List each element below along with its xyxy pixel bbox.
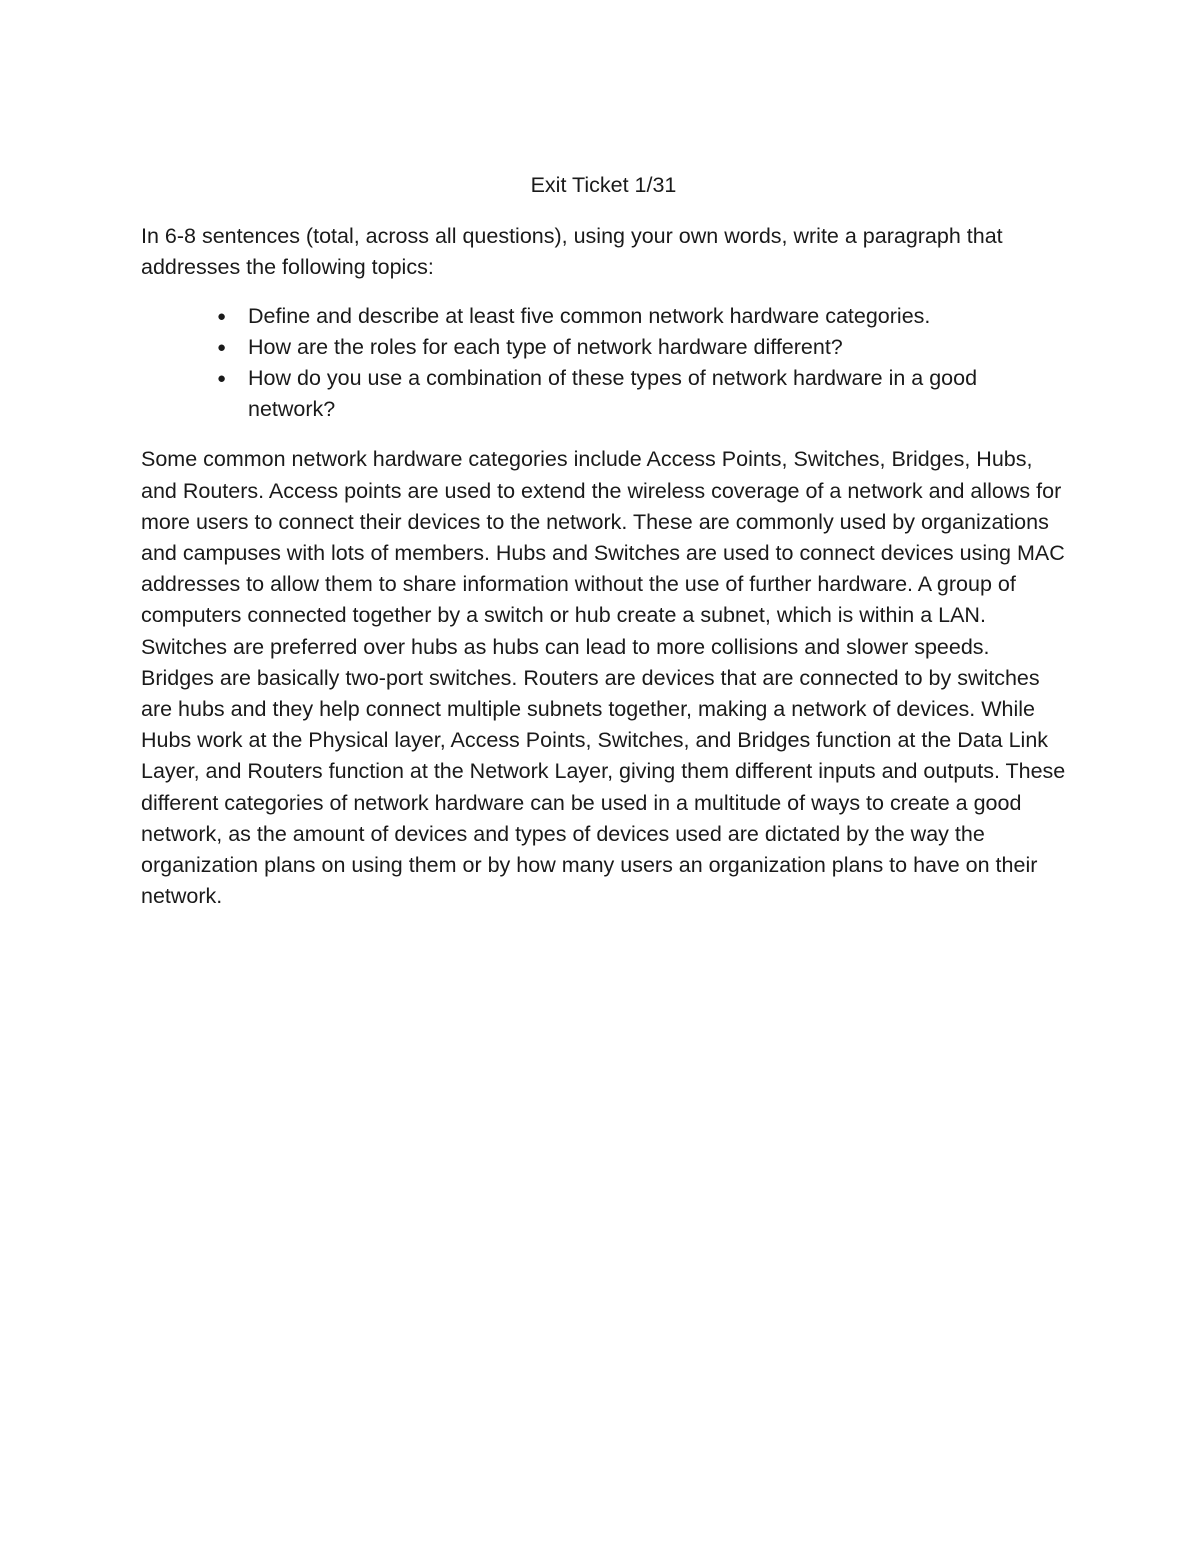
topic-text: How are the roles for each type of network hardware different? — [248, 334, 843, 359]
topic-text: How do you use a combination of these types of network hardware in a good network? — [248, 366, 978, 422]
answer-paragraph: Some common network hardware categories include Access Points, Switches, Bridges, Hubs, and Routers. Access points are used to extend the wireless coverage of a network and allows for more users to connect their devices to the network. These are commonly used by organizations and campuses with lots of members. Hubs and Switches are used to connect devices using MAC addresses to allow them to share information without the use of further hardware. A group of computers connected together by a switch or hub create a subnet, which is within a LAN. Switches are preferred over hubs as hubs can lead to more collisions and slower speeds. Bridges are basically two-port switches. Routers are devices that are connected to by switches are hubs and they help connect multiple subnets together, making a network of devices. While Hubs work at the Physical layer, Access Points, Switches, and Bridges function at the Data Link Layer, and Routers function at the Network Layer, giving them different inputs and outputs. These different categories of network hardware can be used in a multitude of ways to create a good network, as the amount of devices and types of devices used are dictated by the way the organization plans on using them or by how many users an organization plans to have on their network. — [141, 447, 1066, 909]
topic-item — [217, 301, 1066, 332]
topic-item — [217, 332, 1066, 363]
topic-item — [217, 363, 1066, 425]
document-title: Exit Ticket 1/31 — [530, 173, 677, 197]
bullet-icon: ● — [217, 307, 227, 325]
bullet-icon: ● — [217, 338, 227, 356]
topic-list — [141, 301, 1066, 426]
prompt-intro: In 6-8 sentences (total, across all questions), using your own words, write a paragraph that addresses the following topics: — [141, 224, 1003, 280]
bullet-icon: ● — [217, 370, 227, 388]
topic-text: Define and describe at least five common network hardware categories. — [248, 303, 931, 328]
document-body — [141, 170, 1066, 912]
